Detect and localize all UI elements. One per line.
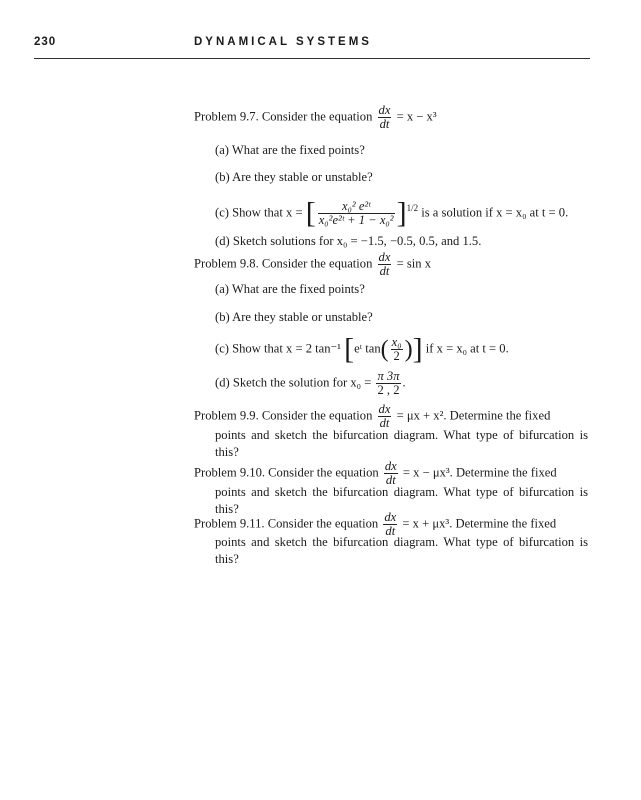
problem-9-11-statement: Problem 9.11. Consider the equation $\frac{dx}{dt}$ = x + μx³. Determine the fixed: [194, 510, 557, 538]
problem-9-9-body: points and sketch the bifurcation diagram. What type of bifurcation is this?: [215, 428, 588, 459]
solution-fraction: $\frac{\text{x₀² e²ᵗ}}{\text{x₀²e²ᵗ + 1 − x₀²}}$: [318, 199, 394, 227]
derivative-fraction: $\frac{dx}{dt}$: [378, 250, 391, 278]
problem-9-7-part-b: (b) Are they stable or unstable?: [215, 170, 373, 184]
derivative-fraction: $\frac{dx}{dt}$: [378, 103, 391, 131]
problem-9-10-body: points and sketch the bifurcation diagram. What type of bifurcation is this?: [215, 485, 588, 516]
problem-9-7-part-d: (d) Sketch solutions for x₀ = −1.5, −0.5, 0.5, and 1.5.: [215, 234, 482, 248]
page-header: [34, 36, 594, 52]
problem-9-8-statement: Problem 9.8. Consider the equation $\frac{dx}{dt}$ = sin x: [194, 250, 431, 278]
problem-9-7-part-a: (a) What are the fixed points?: [215, 143, 365, 157]
page-number: 230: [34, 36, 57, 48]
problem-9-7-statement: Problem 9.7. Consider the equation $\frac{dx}{dt}$ = x − x³: [194, 103, 437, 131]
problem-9-8-part-d: (d) Sketch the solution for x₀ = $\frac{\pi 3\pi}{2 , 2}$ .: [215, 369, 406, 397]
problem-9-7-part-c: (c) Show that x = [ $\frac{\text{x₀² e²ᵗ}}{\text{x₀²e²ᵗ + 1 − x₀²}}$ ]$^{1/2}$ is a solution if x = x₀ at t = 0.: [215, 196, 569, 230]
problem-9-8-part-c: (c) Show that x = 2 tan⁻¹ [eᵗ tan( $\frac{\text{x₀}}{2}$ )] if x = x₀ at t = 0.: [215, 332, 509, 366]
problem-9-9-statement: Problem 9.9. Consider the equation $\frac{dx}{dt}$ = μx + x². Determine the fixed: [194, 402, 551, 430]
header-rule: [34, 58, 590, 59]
problem-9-8-part-b: (b) Are they stable or unstable?: [215, 310, 373, 324]
running-title: DYNAMICAL SYSTEMS: [194, 36, 372, 48]
problem-9-11-body: points and sketch the bifurcation diagram. What type of bifurcation is this?: [215, 535, 588, 566]
problem-9-8-part-a: (a) What are the fixed points?: [215, 282, 365, 296]
problem-9-10-statement: Problem 9.10. Consider the equation $\frac{dx}{dt}$ = x − μx³. Determine the fixed: [194, 459, 557, 487]
